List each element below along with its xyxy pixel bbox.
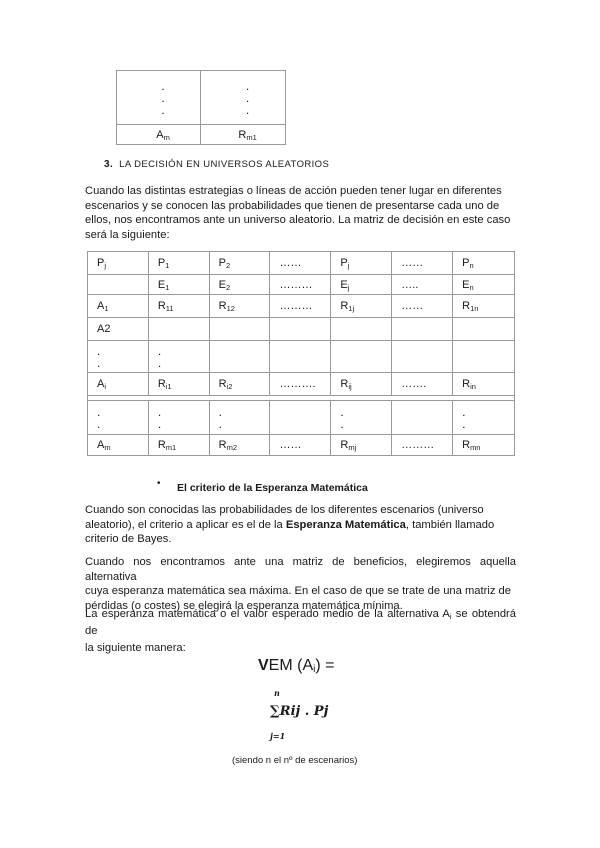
top-partial-table (116, 70, 286, 145)
matrix-cell (453, 341, 515, 373)
matrix-cell: …… (392, 252, 453, 275)
formula-sum: ∑Rij . Pj (270, 704, 329, 719)
matrix-cell: . . (209, 401, 270, 435)
matrix-cell: ….. (392, 275, 453, 295)
formula-caption: (siendo n el nº de escenarios) (232, 755, 358, 766)
matrix-cell: Am (88, 435, 149, 456)
matrix-cell: ……. (392, 373, 453, 396)
expected-value-paragraph: La esperanza matemática o el valor esperado medio de la alternativa Ai se obtendrá de la siguiente manera: (85, 608, 516, 654)
matrix-row-a1 (88, 295, 515, 318)
matrix-cell: Ri2 (209, 373, 270, 396)
matrix-cell: . . (331, 401, 392, 435)
matrix-cell: Pn (453, 252, 515, 275)
matrix-cell: Rin (453, 373, 515, 396)
matrix-cell: En (453, 275, 515, 295)
matrix-cell: Rij (331, 373, 392, 396)
matrix-cell (148, 318, 209, 341)
matrix-cell (453, 318, 515, 341)
matrix-cell: R12 (209, 295, 270, 318)
matrix-cell (392, 341, 453, 373)
matrix-cell (331, 318, 392, 341)
matrix-cell: . . (453, 401, 515, 435)
matrix-cell: Rmn (453, 435, 515, 456)
matrix-cell: ……… (392, 435, 453, 456)
top-table-am-cell: Am (117, 125, 201, 145)
matrix-cell: Ai (88, 373, 149, 396)
intro-paragraph: Cuando las distintas estrategias o líneas de acción pueden tener lugar en diferentes escenarios y se conocen las probabilidades que tienen de presentarse cada uno de ellos, nos encontramos ante un universo aleatorio. La matriz de decisión en este caso será la siguiente: (85, 185, 511, 241)
matrix-cell: Ej (331, 275, 392, 295)
matrix-cell: Pj (331, 252, 392, 275)
formula-sum-upper: n (274, 688, 280, 698)
matrix-cell: Pj (88, 252, 149, 275)
matrix-cell: A2 (88, 318, 149, 341)
matrix-cell: . . (148, 401, 209, 435)
matrix-cell (331, 341, 392, 373)
matrix-cell: . . (88, 401, 149, 435)
matrix-cell: R1n (453, 295, 515, 318)
matrix-row-a2 (88, 318, 515, 341)
matrix-cell: …… (270, 252, 331, 275)
criterion-paragraph: Cuando son conocidas las probabilidades de los diferentes escenarios (universo aleatorio), el criterio a aplicar es el de la Esperanza Matemática, también llamado criterio de Bayes. (85, 504, 495, 545)
matrix-cell: Ri1 (148, 373, 209, 396)
matrix-row-scenarios (88, 275, 515, 295)
formula-sum-lower: j=1 (270, 731, 286, 741)
criterion-heading: El criterio de la Esperanza Matemática (177, 482, 368, 494)
matrix-cell (270, 341, 331, 373)
matrix-row-dots-2 (88, 401, 515, 435)
matrix-cell (209, 341, 270, 373)
matrix-cell: . . (148, 341, 209, 373)
top-table-dots-cell-1: . . . (117, 71, 201, 125)
matrix-cell (209, 318, 270, 341)
matrix-cell: . . (88, 341, 149, 373)
matrix-cell: …… (392, 295, 453, 318)
matrix-cell: Rmj (331, 435, 392, 456)
matrix-cell (392, 401, 453, 435)
matrix-cell: ………. (270, 373, 331, 396)
decision-matrix (87, 251, 515, 456)
matrix-cell: Rm2 (209, 435, 270, 456)
matrix-cell: ……… (270, 295, 331, 318)
matrix-cell: R11 (148, 295, 209, 318)
benefits-paragraph: Cuando nos encontramos ante una matriz de beneficios, elegiremos aquella alternativa cuya esperanza matemática sea máxima. En el caso de que se trate de una matriz de pérdidas (o costes) se elegirá la esperanza matemática mínima. (85, 556, 516, 612)
formula-lhs: VEM (Ai) = (258, 657, 335, 675)
matrix-cell: P1 (148, 252, 209, 275)
matrix-row-am (88, 435, 515, 456)
matrix-row-ai (88, 373, 515, 396)
section-title: 3. LA DECISIÓN EN UNIVERSOS ALEATORIOS (104, 159, 330, 170)
matrix-cell: …… (270, 435, 331, 456)
matrix-cell: P2 (209, 252, 270, 275)
top-table-rm1-cell: Rm1 (201, 125, 286, 145)
matrix-cell (270, 401, 331, 435)
top-table-dots-cell-2: . . . (201, 71, 286, 125)
matrix-row-dots (88, 341, 515, 373)
matrix-cell: R1j (331, 295, 392, 318)
matrix-cell: Rm1 (148, 435, 209, 456)
bullet-icon: • (157, 478, 161, 489)
matrix-cell: E2 (209, 275, 270, 295)
matrix-cell (88, 275, 149, 295)
matrix-cell (270, 318, 331, 341)
matrix-cell: ……… (270, 275, 331, 295)
matrix-row-probabilities (88, 252, 515, 275)
matrix-cell: E1 (148, 275, 209, 295)
matrix-cell (392, 318, 453, 341)
matrix-cell: A1 (88, 295, 149, 318)
